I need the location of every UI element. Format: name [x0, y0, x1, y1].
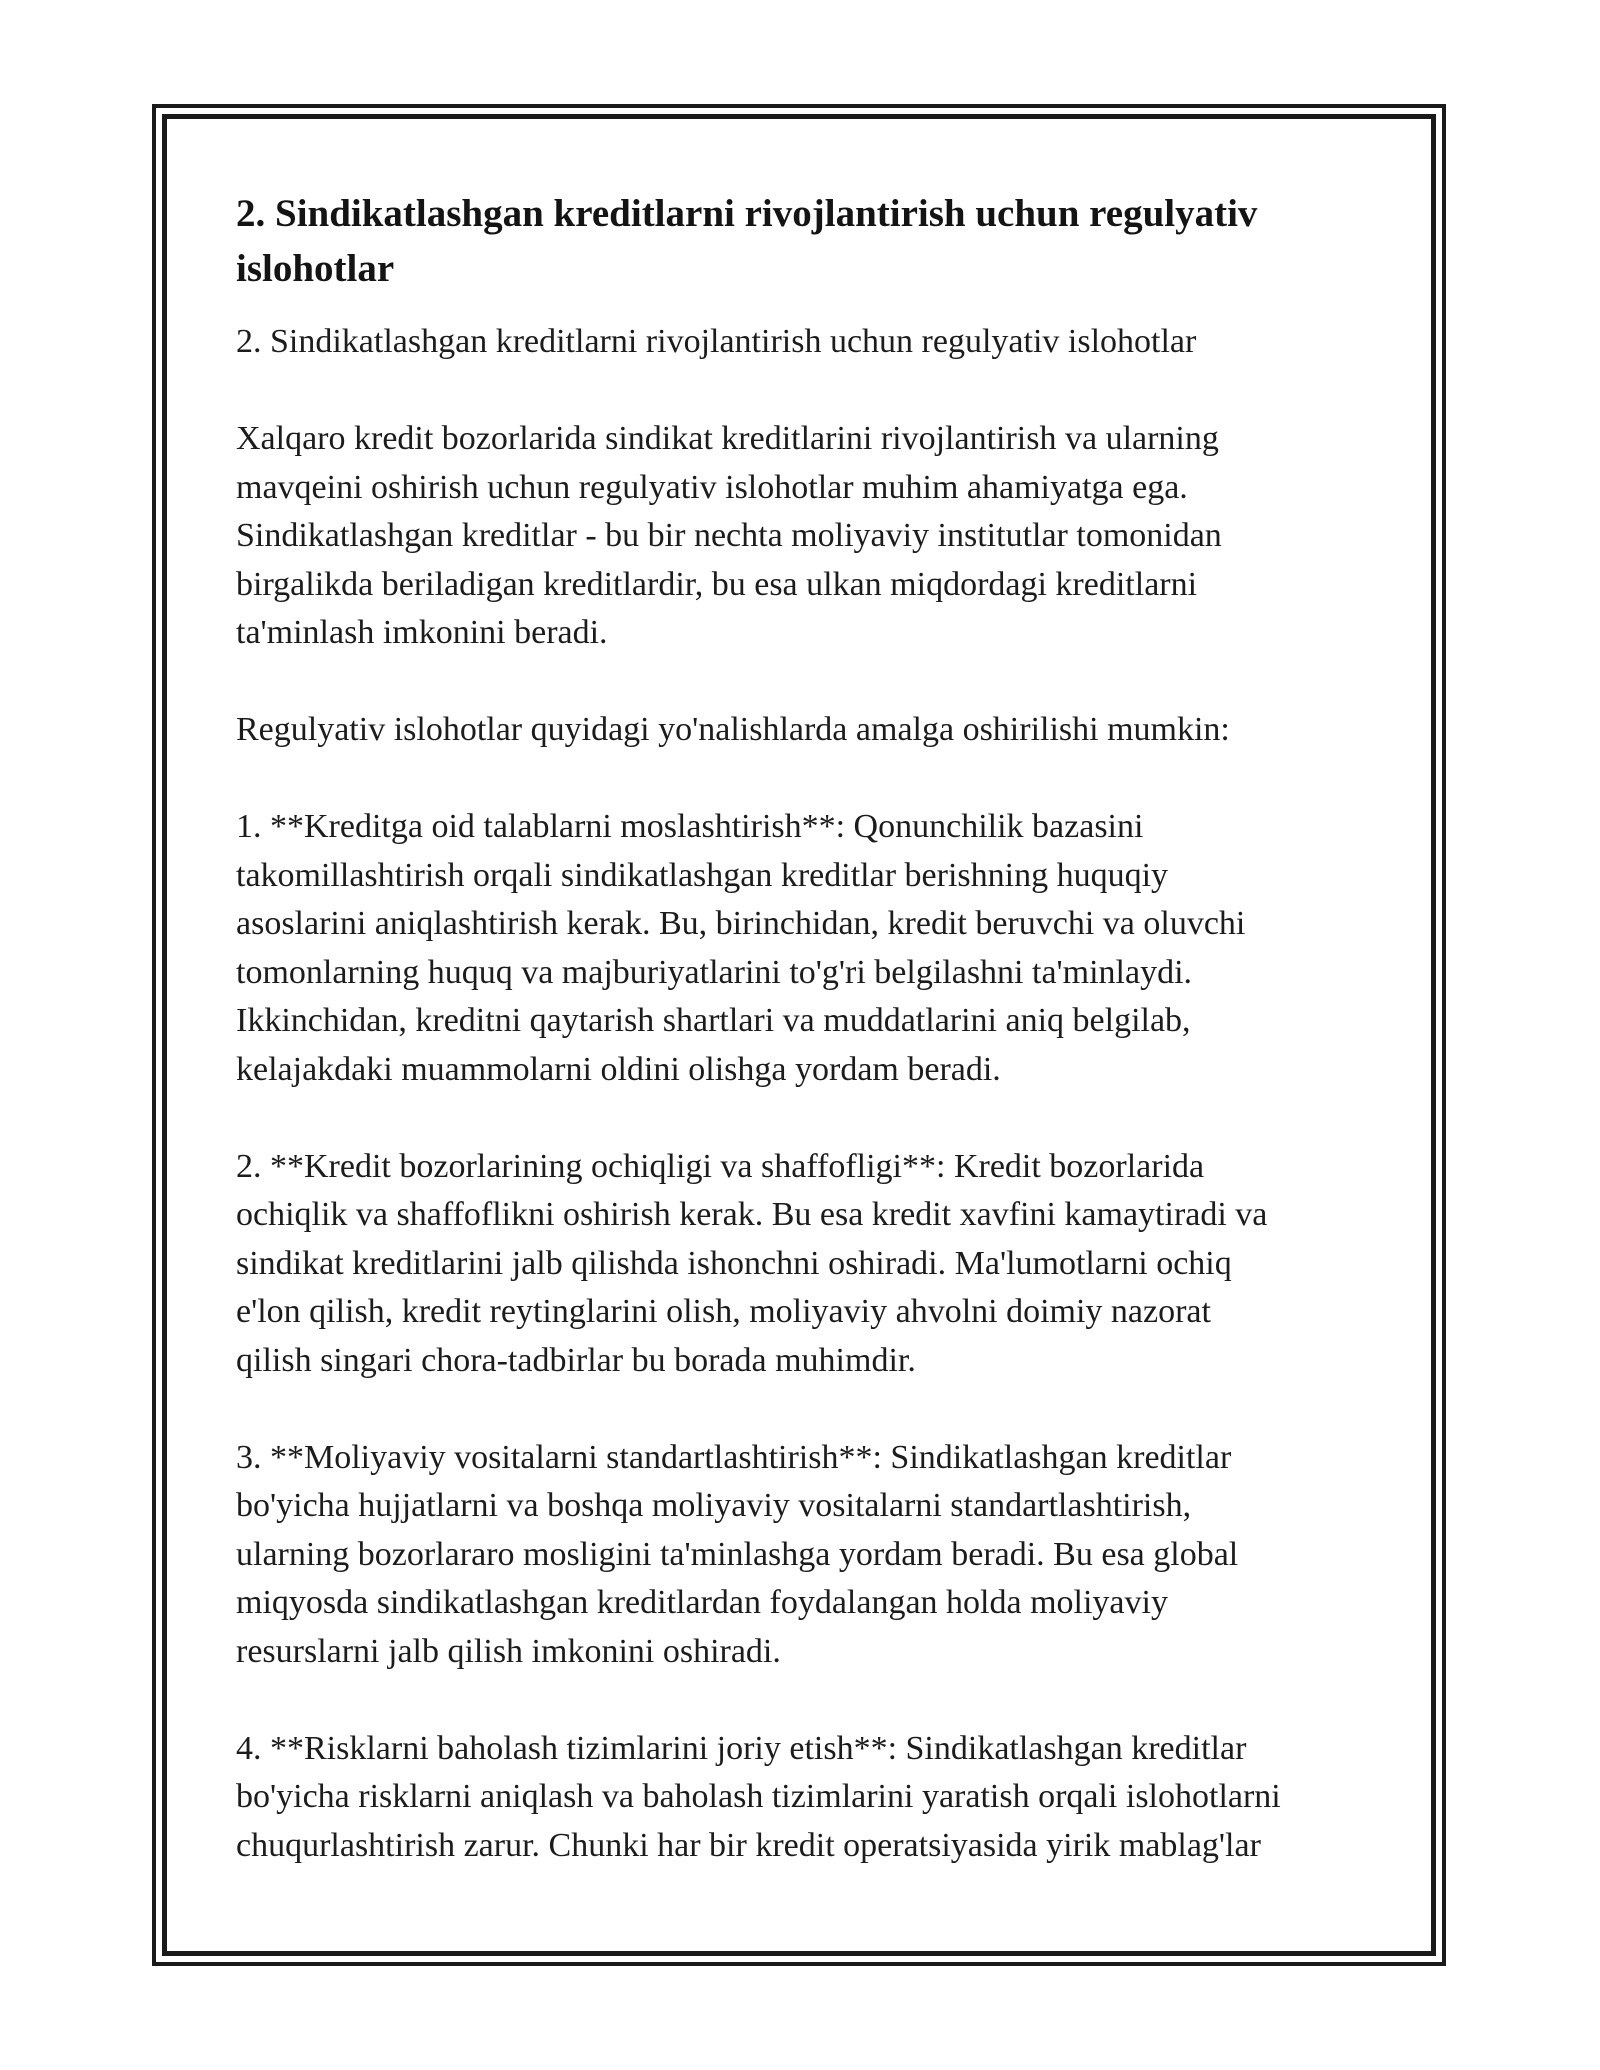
- lead-paragraph: Regulyativ islohotlar quyidagi yo'nalishlarda amalga oshirilishi mumkin:: [236, 711, 1230, 748]
- list-item-4: 4. **Risklarni baholash tizimlarini joriy etish**: Sindikatlashgan kreditlar bo'yicha risklarni aniqlash va baholash tizimlarini yaratish orqali islohotlarni chuqurlashtirish zarur. Chunki har bir kredit operatsiyasida yirik mablag'lar: [236, 1729, 1281, 1864]
- section-subtitle: 2. Sindikatlashgan kreditlarni rivojlantirish uchun regulyativ islohotlar: [236, 323, 1197, 360]
- intro-paragraph: Xalqaro kredit bozorlarida sindikat kreditlarini rivojlantirish va ularning mavqeini oshirish uchun regulyativ islohotlar muhim ahamiyatga ega. Sindikatlashgan kreditlar - bu bir nechta moliyaviy institutlar tomonidan birgalikda beriladigan kreditlardir, bu esa ulkan miqdordagi kreditlarni ta'minlash imkonini beradi.: [236, 420, 1222, 651]
- list-item-1: 1. **Kreditga oid talablarni moslashtirish**: Qonunchilik bazasini takomillashtirish orqali sindikatlashgan kreditlar berishning huquqiy asoslarini aniqlashtirish kerak. Bu, birinchidan, kredit beruvchi va oluvchi tomonlarning huquq va majburiyatlarini to'g'ri belgilashni ta'minlaydi. Ikkinchidan, kreditni qaytarish shartlari va muddatlarini aniq belgilab, kelajakdaki muammolarni oldini olishga yordam beradi.: [236, 808, 1246, 1088]
- page-content: [236, 186, 1376, 1870]
- list-item-2: 2. **Kredit bozorlarining ochiqligi va shaffofligi**: Kredit bozorlarida ochiqlik va shaffoflikni oshirish kerak. Bu esa kredit xavfini kamaytiradi va sindikat kreditlarini jalb qilishda ishonchni oshiradi. Ma'lumotlarni ochiq e'lon qilish, kredit reytinglarini olish, moliyaviy ahvolni doimiy nazorat qilish singari chora-tadbirlar bu borada muhimdir.: [236, 1147, 1268, 1379]
- list-item-3: 3. **Moliyaviy vositalarni standartlashtirish**: Sindikatlashgan kreditlar bo'yicha hujjatlarni va boshqa moliyaviy vositalarni standartlashtirish, ularning bozorlararo mosligini ta'minlashga yordam beradi. Bu esa global miqyosda sindikatlashgan kreditlardan foydalangan holda moliyaviy resurslarni jalb qilish imkonini oshiradi.: [236, 1438, 1239, 1670]
- section-heading: 2. Sindikatlashgan kreditlarni rivojlantirish uchun regulyativ islohotlar: [236, 192, 1258, 290]
